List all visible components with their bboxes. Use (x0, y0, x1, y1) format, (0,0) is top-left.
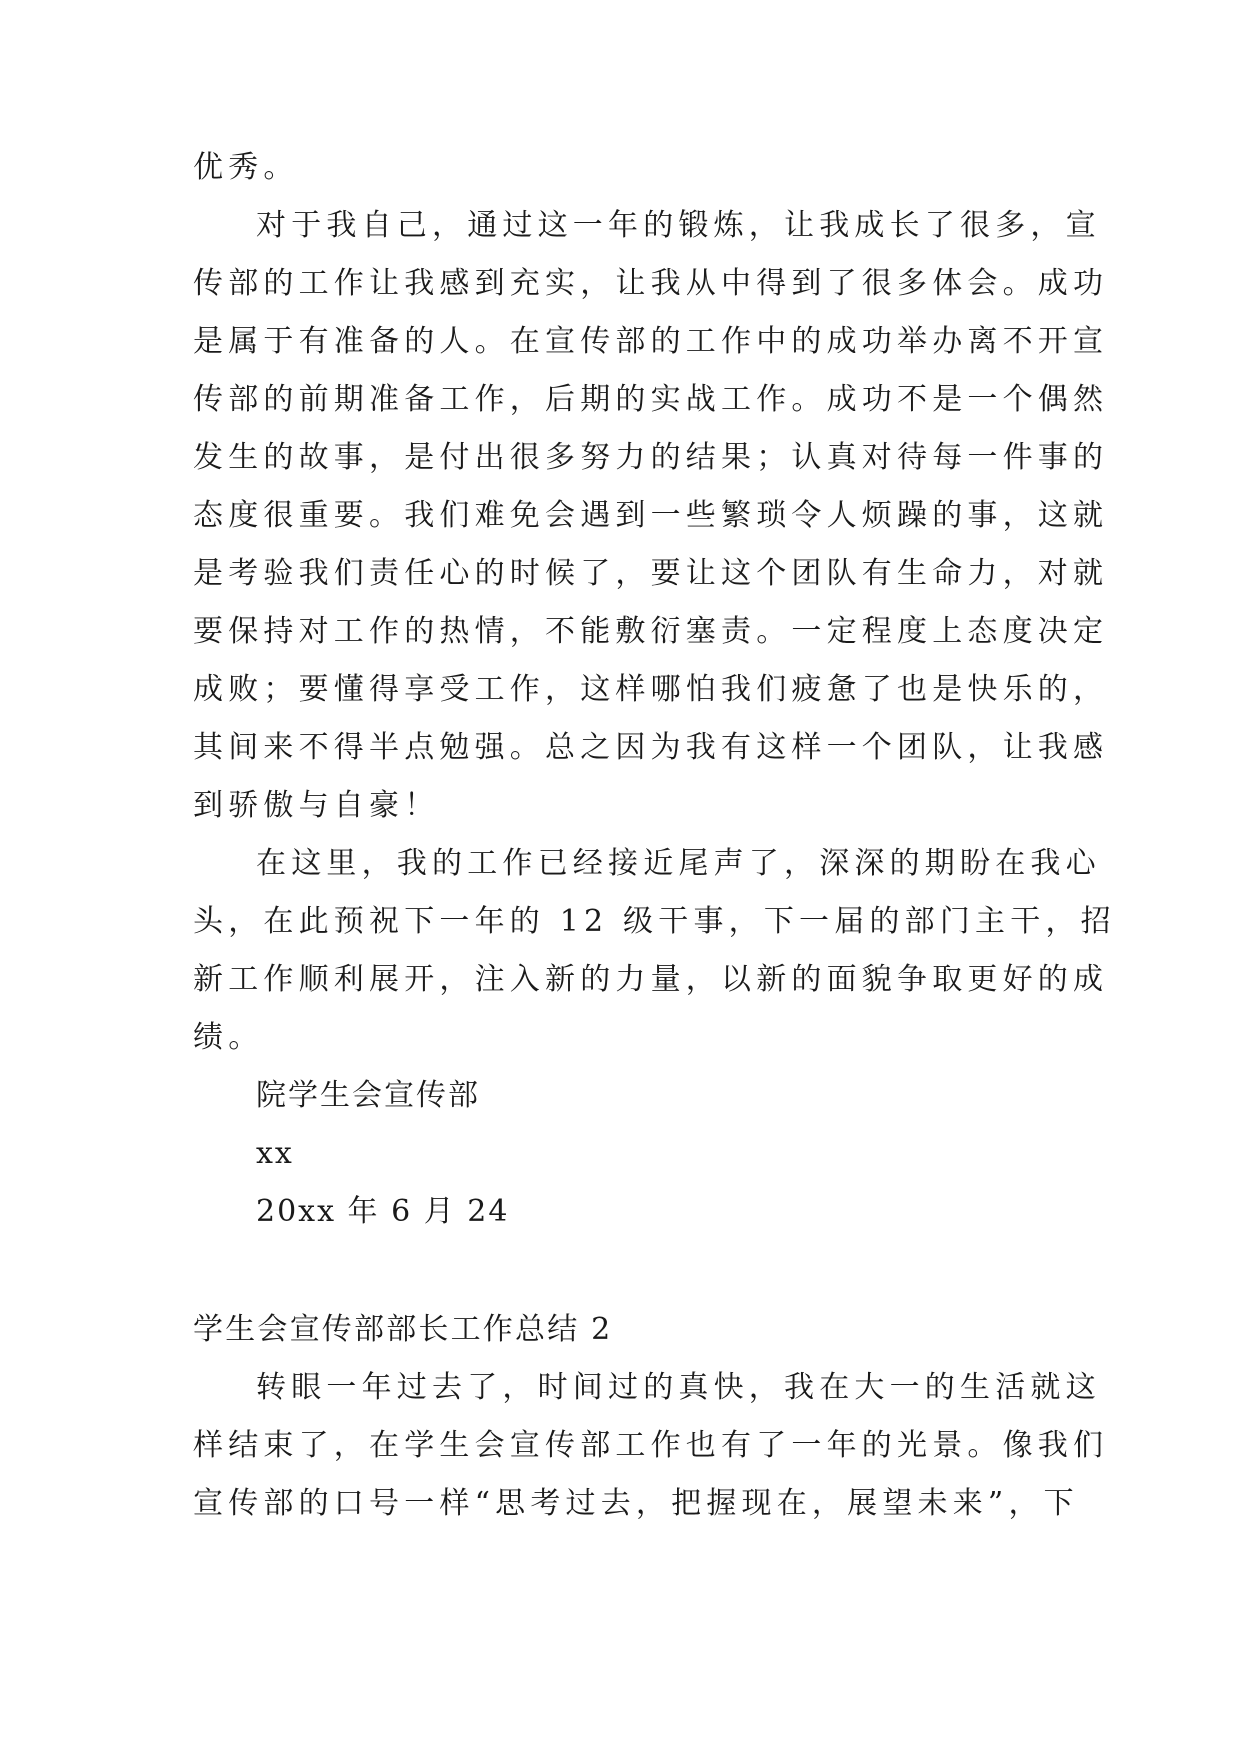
text-line: 绩。 (193, 1020, 264, 1055)
signature-name: xx (256, 1136, 294, 1171)
text-line: 发生的故事，是付出很多努力的结果；认真对待每一件事的 (193, 440, 1109, 475)
text-line: 到骄傲与自豪！ (193, 788, 440, 823)
text-line: 在这里，我的工作已经接近尾声了，深深的期盼在我心 (256, 846, 1101, 881)
text-line: 传部的前期准备工作，后期的实战工作。成功不是一个偶然 (193, 382, 1109, 417)
text-line: 宣传部的口号一样“思考过去，把握现在，展望未来”，下 (193, 1486, 1079, 1521)
text-line: 转眼一年过去了，时间过的真快，我在大一的生活就这 (256, 1370, 1101, 1405)
text-line: 态度很重要。我们难免会遇到一些繁琐令人烦躁的事，这就 (193, 498, 1109, 533)
section-title: 学生会宣传部部长工作总结 2 (193, 1312, 613, 1347)
text-line: 对于我自己，通过这一年的锻炼，让我成长了很多，宣 (256, 208, 1101, 243)
text-line: 新工作顺利展开，注入新的力量，以新的面貌争取更好的成 (193, 962, 1109, 997)
text-line: 是属于有准备的人。在宣传部的工作中的成功举办离不开宣 (193, 324, 1109, 359)
text-line: 样结束了，在学生会宣传部工作也有了一年的光景。像我们 (193, 1428, 1109, 1463)
text-line: 要保持对工作的热情，不能敷衍塞责。一定程度上态度决定 (193, 614, 1109, 649)
text-line: 是考验我们责任心的时候了，要让这个团队有生命力，对就 (193, 556, 1109, 591)
signature-date: 20xx 年 6 月 24 (256, 1194, 510, 1229)
text-line: 头，在此预祝下一年的 12 级干事，下一届的部门主干，招 (193, 904, 1116, 939)
text-line: 其间来不得半点勉强。总之因为我有这样一个团队，让我感 (193, 730, 1109, 765)
text-line: 优秀。 (193, 150, 299, 185)
text-line: 成败；要懂得享受工作，这样哪怕我们疲惫了也是快乐的， (193, 672, 1109, 707)
text-line: 传部的工作让我感到充实，让我从中得到了很多体会。成功 (193, 266, 1109, 301)
signature-organization: 院学生会宣传部 (256, 1078, 480, 1113)
